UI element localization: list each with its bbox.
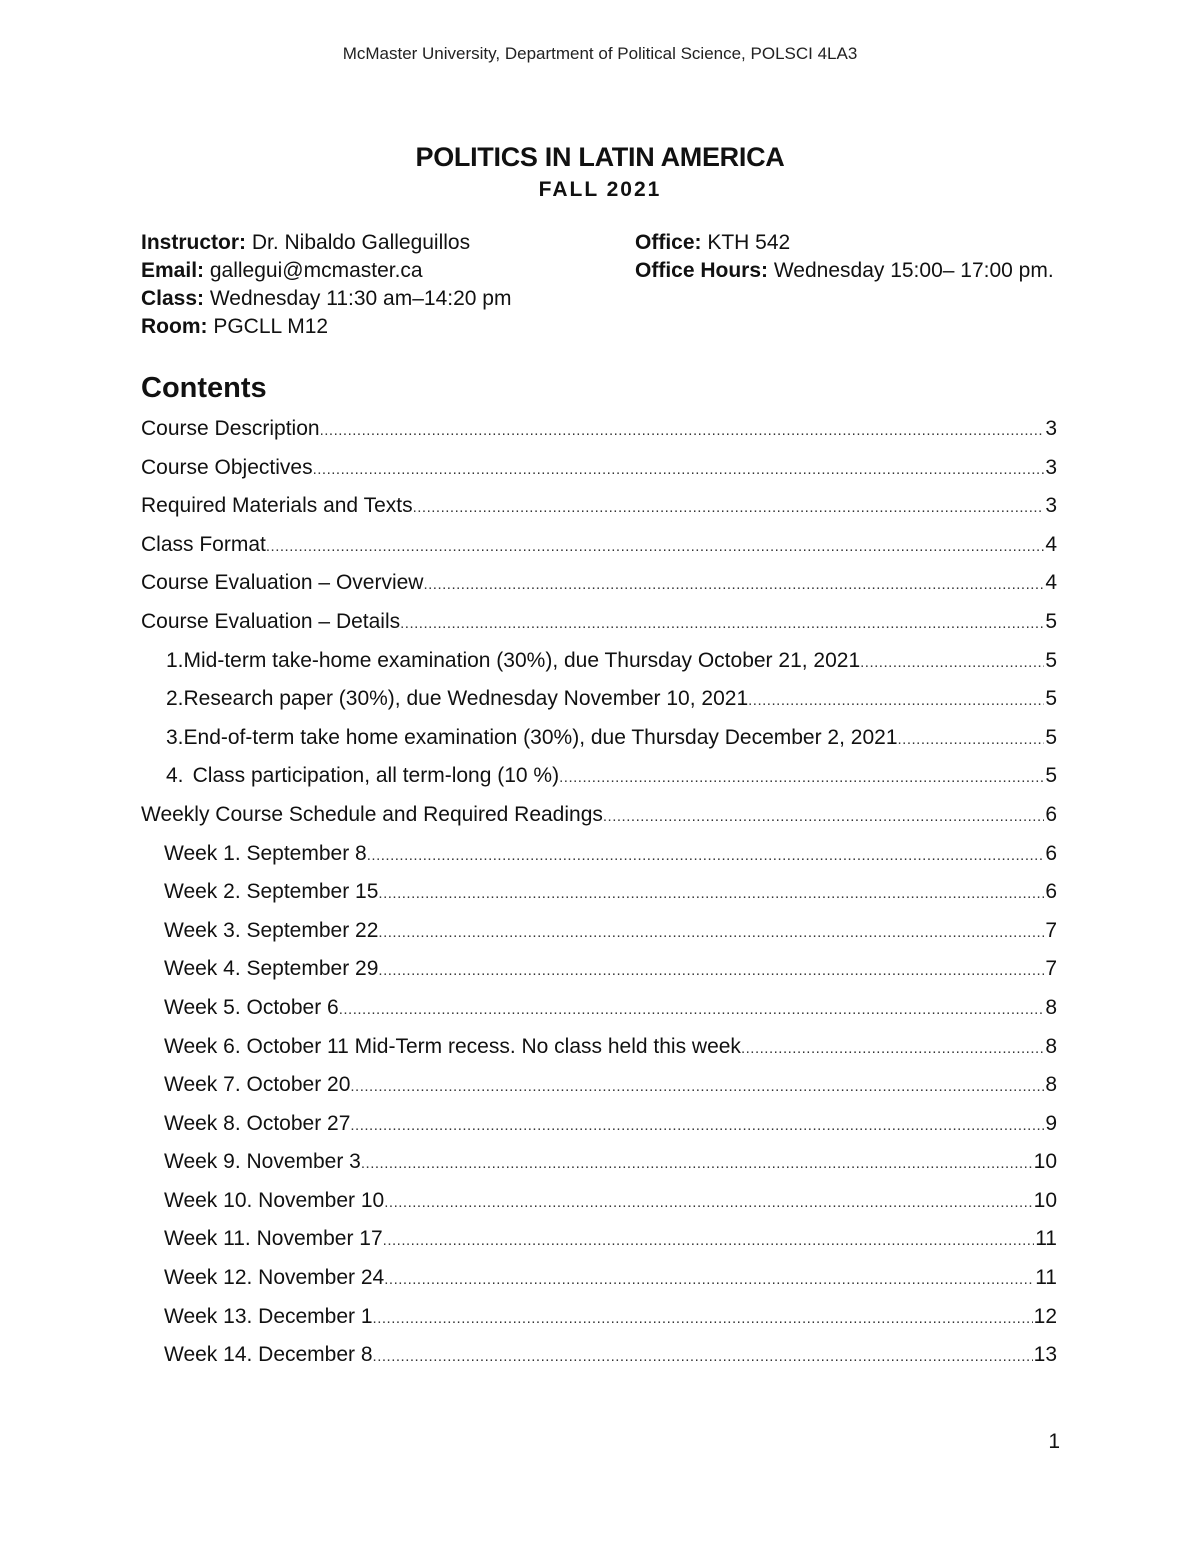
toc-entry-title: Mid-term take-home examination (30%), due Thursday October 21, 2021 [183,648,861,672]
toc-leader-dots [423,566,1044,603]
toc-entry-page: 6 [1045,880,1057,904]
toc-entry[interactable] [141,1143,1057,1182]
office-line [635,229,1065,257]
toc-entry-title: Week 3. September 22 [164,918,379,942]
toc-entry[interactable] [141,1105,1057,1144]
toc-entry-title: Week 13. December 1 [164,1304,373,1328]
toc-entry[interactable] [141,526,1057,565]
office-hours-label: Office Hours: [635,259,769,282]
toc-entry-number: 4. [166,764,184,788]
room-label: Room: [141,315,208,338]
toc-entry-title: Course Description [141,417,320,440]
toc-entry-title: Week 11. November 17 [164,1227,383,1251]
toc-entry[interactable] [141,1220,1057,1259]
course-info-right [635,229,1065,285]
instructor-line [141,229,611,257]
toc-entry-title: Week 2. September 15 [164,880,379,904]
toc-leader-dots [378,875,1044,912]
toc-entry-title: Week 1. September 8 [164,841,367,865]
toc-entry-page: 10 [1033,1150,1057,1174]
room-value: PGCLL M12 [207,315,329,338]
toc-entry-title: Class participation, all term-long (10 %) [192,764,560,788]
class-value: Wednesday 11:30 am–14:20 pm [204,287,512,310]
toc-leader-dots [350,1107,1044,1144]
toc-entry-page: 9 [1045,1111,1057,1135]
toc-entry-page: 3 [1045,417,1057,440]
toc-entry[interactable] [141,1028,1057,1067]
toc-entry-title: Course Evaluation – Details [141,609,401,633]
instructor-value: Dr. Nibaldo Galleguillos [246,231,471,254]
toc-entry[interactable] [141,912,1057,951]
toc-entry[interactable] [141,757,1057,796]
document-subtitle: FALL 2021 [538,178,662,201]
toc-entry[interactable] [141,1336,1057,1375]
toc-entry[interactable] [141,487,1057,526]
toc-entry-page: 10 [1033,1188,1057,1212]
toc-entry-page: 7 [1045,957,1057,981]
toc-entry-page: 8 [1045,1073,1057,1097]
toc-entry-title: Week 6. October 11 Mid-Term recess. No class held this week [164,1034,741,1058]
toc-leader-dots [400,605,1044,642]
toc-entry[interactable] [141,873,1057,912]
toc-entry-number: 2. [166,687,184,711]
toc-entry-title: Course Evaluation – Overview [141,571,424,595]
toc-entry[interactable] [141,564,1057,603]
toc-entry[interactable] [141,835,1057,874]
office-label: Office: [635,231,702,254]
toc-leader-dots [559,759,1044,796]
toc-leader-dots [361,1145,1033,1182]
office-value: KTH 542 [701,231,791,254]
toc-entry-page: 11 [1035,1266,1057,1290]
toc-leader-dots [320,412,1045,449]
toc-entry-page: 8 [1045,1034,1057,1058]
toc-entry-title: Week 5. October 6 [164,995,339,1019]
toc-entry-page: 4 [1045,532,1057,556]
toc-entry[interactable] [141,1298,1057,1337]
toc-entry-title: Course Objectives [141,455,313,479]
toc-entry-title: Research paper (30%), due Wednesday November 10, 2021 [183,687,749,711]
toc-entry-title: Week 10. November 10 [164,1188,385,1212]
toc-entry-title: Week 9. November 3 [164,1150,361,1174]
toc-leader-dots [860,644,1044,681]
toc-entry[interactable] [141,989,1057,1028]
toc-entry[interactable] [141,796,1057,835]
contents-heading: Contents [141,372,267,404]
toc-leader-dots [898,721,1045,758]
toc-leader-dots [373,1338,1033,1375]
toc-entry-page: 5 [1045,609,1057,633]
toc-entry-page: 4 [1045,571,1057,595]
toc-entry[interactable] [141,603,1057,642]
toc-entry[interactable] [141,950,1057,989]
toc-entry[interactable] [141,642,1057,681]
toc-entry[interactable] [141,1182,1057,1221]
toc-entry-title: Week 8. October 27 [164,1111,351,1135]
toc-leader-dots [378,914,1044,951]
room-line [141,313,611,341]
toc-leader-dots [603,798,1044,835]
toc-entry-page: 6 [1045,841,1057,865]
toc-entry-title: Required Materials and Texts [141,494,413,518]
toc-leader-dots [383,1222,1035,1259]
toc-leader-dots [384,1184,1032,1221]
class-line [141,285,611,313]
toc-leader-dots [350,1068,1044,1105]
toc-entry-page: 11 [1035,1227,1057,1251]
toc-entry-page: 5 [1045,764,1057,788]
toc-entry[interactable] [141,1066,1057,1105]
toc-leader-dots [373,1300,1033,1337]
class-label: Class: [141,287,205,310]
page-number: 1 [1048,1430,1060,1453]
toc-entry-page: 6 [1045,802,1057,826]
toc-entry[interactable] [141,1259,1057,1298]
toc-leader-dots [313,451,1045,488]
email-value: gallegui@mcmaster.ca [204,259,423,282]
office-hours-value: Wednesday 15:00– 17:00 pm. [768,259,1054,282]
toc-entry-page: 12 [1033,1304,1057,1328]
toc-entry-page: 5 [1045,725,1057,749]
toc-leader-dots [378,952,1044,989]
toc-entry-page: 3 [1045,455,1057,479]
toc-entry[interactable] [141,680,1057,719]
toc-entry-title: End-of-term take home examination (30%), due Thursday December 2, 2021 [183,725,898,749]
course-info-left [141,229,611,341]
toc-entry-page: 8 [1045,995,1057,1019]
email-label: Email: [141,259,205,282]
table-of-contents [141,410,1057,1375]
toc-entry-title: Weekly Course Schedule and Required Readings [141,802,603,826]
toc-leader-dots [384,1261,1034,1298]
toc-entry-page: 5 [1045,687,1057,711]
instructor-label: Instructor: [141,231,246,254]
toc-entry[interactable] [141,719,1057,758]
toc-entry-page: 5 [1045,648,1057,672]
toc-entry-page: 7 [1045,918,1057,942]
email-line [141,257,611,285]
toc-entry-title: Week 14. December 8 [164,1343,373,1367]
toc-leader-dots [413,489,1045,526]
toc-entry-page: 3 [1045,494,1057,518]
toc-entry-page: 13 [1033,1343,1057,1367]
toc-entry-number: 3. [166,725,184,749]
toc-entry-title: Class Format [141,532,266,556]
toc-entry-title: Week 12. November 24 [164,1266,385,1290]
toc-leader-dots [741,1030,1044,1067]
toc-entry[interactable] [141,410,1057,449]
toc-leader-dots [748,682,1044,719]
document-title: POLITICS IN LATIN AMERICA [415,142,785,172]
running-header: McMaster University, Department of Political Science, POLSCI 4LA3 [342,44,858,63]
toc-leader-dots [367,837,1045,874]
toc-entry[interactable] [141,449,1057,488]
toc-entry-title: Week 4. September 29 [164,957,379,981]
toc-entry-number: 1. [166,648,184,672]
toc-leader-dots [266,528,1044,565]
office-hours-line [635,257,1065,285]
toc-leader-dots [339,991,1045,1028]
toc-entry-title: Week 7. October 20 [164,1073,351,1097]
